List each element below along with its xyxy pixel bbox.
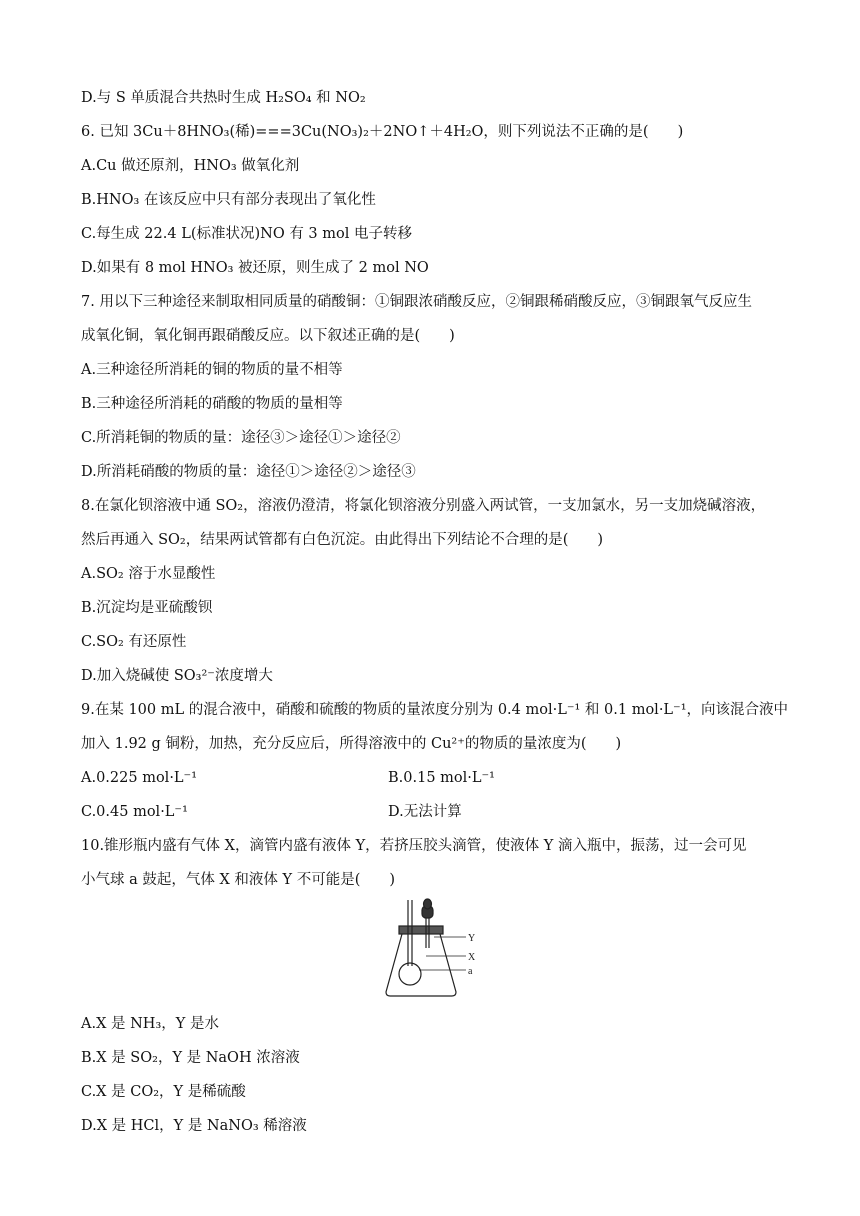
apparatus-figure (370, 896, 490, 1000)
q9-option-d: D.无法计算 (388, 804, 462, 820)
q6-option-c: C.每生成 22.4 L(标准状况)NO 有 3 mol 电子转移 (81, 226, 412, 242)
label-a: a (468, 966, 473, 977)
q10-option-d: D.X 是 HCl，Y 是 NaNO₃ 稀溶液 (81, 1118, 307, 1134)
q8-option-b: B.沉淀均是亚硫酸钡 (81, 600, 213, 616)
q7-option-d: D.所消耗硝酸的物质的量：途径①＞途径②＞途径③ (81, 464, 416, 480)
question-10-stem-line1: 10.锥形瓶内盛有气体 X，滴管内盛有液体 Y，若挤压胶头滴管，使液体 Y 滴入瓶中，振荡，过一会可见 (81, 838, 747, 854)
question-9-stem-line2: 加入 1.92 g 铜粉，加热，充分反应后，所得溶液中的 Cu²⁺的物质的量浓度为( ) (81, 736, 622, 752)
label-y: Y (468, 933, 476, 944)
q10-option-a: A.X 是 NH₃，Y 是水 (81, 1016, 219, 1032)
q9-option-a: A.0.225 mol·L⁻¹ (81, 770, 198, 786)
q9-option-b: B.0.15 mol·L⁻¹ (388, 770, 495, 786)
q8-option-c: C.SO₂ 有还原性 (81, 634, 187, 650)
q8-option-a: A.SO₂ 溶于水显酸性 (81, 566, 216, 582)
q7-option-b: B.三种途径所消耗的硝酸的物质的量相等 (81, 396, 343, 412)
conical-flask (386, 934, 456, 996)
rubber-stopper (399, 926, 443, 934)
balloon-a (399, 963, 421, 985)
q6-option-a: A.Cu 做还原剂，HNO₃ 做氧化剂 (81, 158, 300, 174)
question-8-stem-line2: 然后再通入 SO₂，结果两试管都有白色沉淀。由此得出下列结论不合理的是( ) (81, 532, 604, 548)
q8-option-d: D.加入烧碱使 SO₃²⁻浓度增大 (81, 668, 273, 684)
q6-option-b: B.HNO₃ 在该反应中只有部分表现出了氧化性 (81, 192, 376, 208)
q5-option-d: D.与 S 单质混合共热时生成 H₂SO₄ 和 NO₂ (81, 90, 366, 106)
question-7-stem-line1: 7. 用以下三种途径来制取相同质量的硝酸铜：①铜跟浓硝酸反应，②铜跟稀硝酸反应，③铜跟氧气反应生 (81, 294, 752, 310)
q7-option-a: A.三种途径所消耗的铜的物质的量不相等 (81, 362, 343, 378)
q10-option-c: C.X 是 CO₂，Y 是稀硫酸 (81, 1084, 246, 1100)
label-x: X (468, 952, 476, 963)
question-10-stem-line2: 小气球 a 鼓起，气体 X 和液体 Y 不可能是( ) (81, 872, 396, 888)
q7-option-c: C.所消耗铜的物质的量：途径③＞途径①＞途径② (81, 430, 401, 446)
q6-option-d: D.如果有 8 mol HNO₃ 被还原，则生成了 2 mol NO (81, 260, 429, 276)
question-6-stem: 6. 已知 3Cu＋8HNO₃(稀)===3Cu(NO₃)₂＋2NO↑＋4H₂O，则下列说法不正确的是( ) (81, 124, 684, 140)
q10-option-b: B.X 是 SO₂，Y 是 NaOH 浓溶液 (81, 1050, 300, 1066)
q9-option-c: C.0.45 mol·L⁻¹ (81, 804, 188, 820)
question-7-stem-line2: 成氧化铜，氧化铜再跟硝酸反应。以下叙述正确的是( ) (81, 328, 455, 344)
question-9-stem-line1: 9.在某 100 mL 的混合液中，硝酸和硫酸的物质的量浓度分别为 0.4 mol·L⁻¹ 和 0.1 mol·L⁻¹，向该混合液中 (81, 702, 789, 718)
question-8-stem-line1: 8.在氯化钡溶液中通 SO₂，溶液仍澄清，将氯化钡溶液分别盛入两试管，一支加氯水，另一支加烧碱溶液， (81, 498, 766, 514)
